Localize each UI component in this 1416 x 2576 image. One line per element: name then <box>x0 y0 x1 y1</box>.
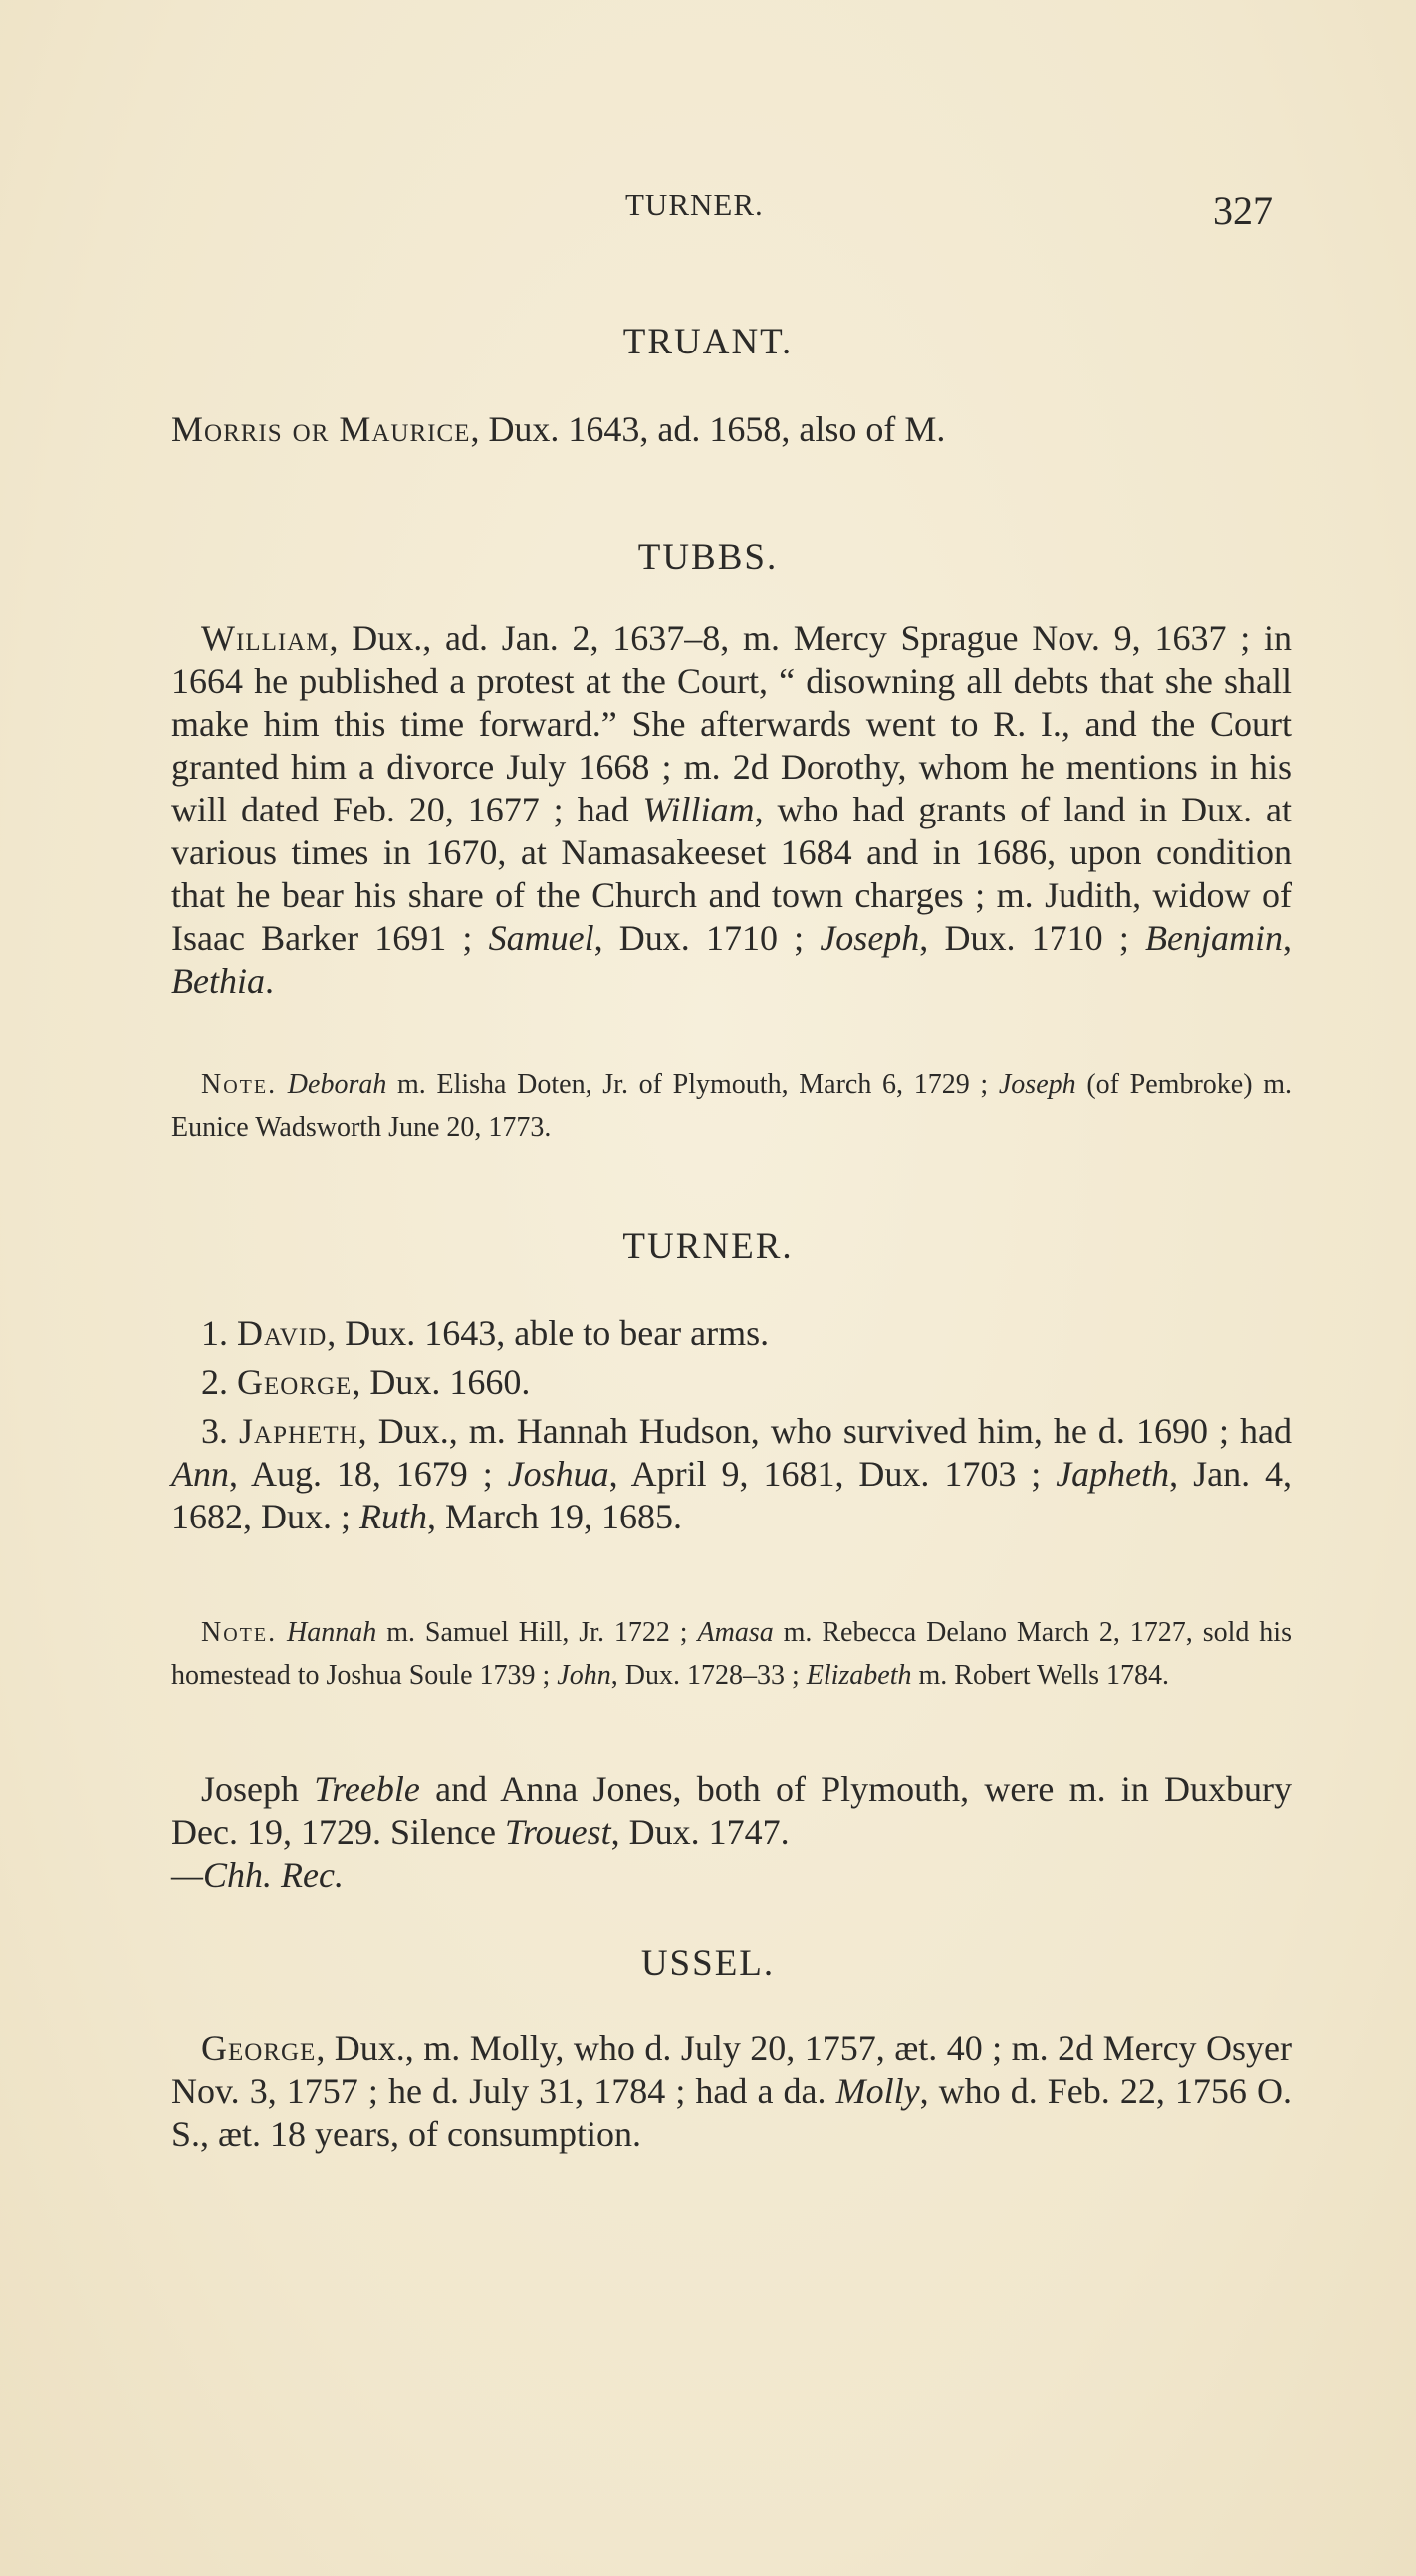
heading-ussel: USSEL. <box>640 1943 776 1984</box>
entry-ussel-george <box>171 2027 1292 2156</box>
entry-truant <box>171 408 1292 451</box>
note-text: , Dux. 1728–33 ; <box>610 1660 807 1691</box>
entry-turner-1 <box>171 1312 1292 1355</box>
child-name-molly: Molly <box>835 2071 920 2111</box>
surname-trouest: Trouest <box>504 1812 611 1852</box>
entry-number: 1. <box>201 1313 228 1353</box>
child-name-bethia: Bethia <box>171 961 265 1001</box>
entry-text: and Anna Jones, both of Plymouth, were m. in Duxbury Dec. 19, 1729. Silence <box>171 1769 1292 1852</box>
entries-turner <box>171 1312 1292 1544</box>
entry-text: , who had grants of land in Dux. at various times in 1670, at Namasakeeset 1684 and in 1686, upon condition that he bear his share of the Church and town charges ; m. Judith, widow of Isaac Barker 1691 ; <box>171 790 1293 958</box>
entry-text: , <box>1283 918 1293 958</box>
page-number: 327 <box>1213 188 1273 233</box>
entry-name-william: William <box>201 618 330 658</box>
running-head-title: TURNER. <box>625 187 764 222</box>
note-label: Note. <box>201 1069 278 1100</box>
entry-text: , Dux. 1643, able to bear arms. <box>327 1313 770 1353</box>
child-name-joseph: Joseph <box>820 918 920 958</box>
entry-name-david: David <box>237 1313 328 1353</box>
entry-text: , Dux. 1710 ; <box>593 918 821 958</box>
entry-text: , Dux. 1710 ; <box>919 918 1146 958</box>
note-tubbs <box>171 1063 1292 1149</box>
entry-name-japheth: Japheth <box>239 1411 358 1451</box>
entry-number: 3. <box>201 1411 228 1451</box>
entry-name-george: George <box>237 1362 353 1402</box>
source-citation: —Chh. Rec. <box>171 1855 344 1895</box>
child-name-samuel: Samuel <box>488 918 594 958</box>
entry-text: , Jan. 4, 1682, Dux. ; <box>171 1454 1293 1536</box>
heading-turner: TURNER. <box>622 1226 794 1267</box>
entry-number: 2. <box>201 1362 228 1402</box>
note-name-hannah: Hannah <box>287 1617 377 1648</box>
entry-text: , Dux., m. Molly, who d. July 20, 1757, æt. 40 ; m. 2d Mercy Osyer Nov. 3, 1757 ; he d. July 31, 1784 ; had a da. <box>171 2028 1292 2111</box>
child-name-ann: Ann <box>171 1454 229 1494</box>
note-name-deborah: Deborah <box>287 1069 387 1100</box>
entry-text: , Dux., m. Hannah Hudson, who survived him, he d. 1690 ; had <box>357 1411 1293 1451</box>
note-text: m. Elisha Doten, Jr. of Plymouth, March 6, 1729 ; <box>386 1069 999 1100</box>
entry-text: , Dux. 1660. <box>352 1362 531 1402</box>
surname-treeble: Treeble <box>314 1769 420 1809</box>
note-text: m. Rebecca Delano March 2, 1727, sold his homestead to Joshua Soule 1739 ; <box>171 1617 1292 1691</box>
note-text: m. Robert Wells 1784. <box>911 1660 1170 1691</box>
entry-treeble <box>171 1768 1292 1897</box>
note-name-amasa: Amasa <box>697 1617 774 1648</box>
note-text: (of Pembroke) m. Eunice Wadsworth June 20, 1773. <box>171 1069 1292 1143</box>
entry-text: , Aug. 18, 1679 ; <box>229 1454 508 1494</box>
entry-turner-2 <box>171 1361 1292 1404</box>
entry-text-morris: , Dux. 1643, ad. 1658, also of M. <box>470 409 946 449</box>
note-name-elizabeth: Elizabeth <box>806 1660 912 1691</box>
note-label: Note. <box>201 1617 278 1648</box>
entry-turner-3 <box>171 1410 1292 1538</box>
entry-text: , Dux. 1747. <box>610 1812 790 1852</box>
entry-text: , Dux., ad. Jan. 2, 1637–8, m. Mercy Sprague Nov. 9, 1637 ; in 1664 he published a protest at the Court, “ disowning all debts that she shall make him this time forward.” She afterwards went to R. I., and the Court granted him a divorce July 1668 ; m. 2d Dorothy, whom he mentions in his will dated Feb. 20, 1677 ; had <box>171 618 1292 829</box>
child-name-japheth: Japheth <box>1056 1454 1170 1494</box>
note-name-joseph: Joseph <box>998 1069 1076 1100</box>
entry-text: , April 9, 1681, Dux. 1703 ; <box>608 1454 1057 1494</box>
entry-text: . <box>264 961 274 1001</box>
entry-name-morris: Morris or Maurice <box>171 409 471 449</box>
entry-tubbs-william <box>171 617 1292 1003</box>
child-name-ruth: Ruth <box>359 1497 427 1536</box>
note-name-john: John <box>557 1660 611 1691</box>
note-turner <box>171 1611 1292 1697</box>
entry-text: , who d. Feb. 22, 1756 O. S., æt. 18 years, of consumption. <box>171 2071 1293 2154</box>
heading-tubbs: TUBBS. <box>637 537 779 578</box>
running-head <box>0 187 1416 233</box>
entry-name-george: George <box>201 2028 317 2068</box>
child-name-joshua: Joshua <box>507 1454 609 1494</box>
heading-truant: TRUANT. <box>622 322 794 362</box>
child-name-william: William <box>642 790 755 829</box>
entry-text: , March 19, 1685. <box>427 1497 682 1536</box>
child-name-benjamin: Benjamin <box>1145 918 1284 958</box>
entry-text: Joseph <box>201 1769 315 1809</box>
note-text: m. Samuel Hill, Jr. 1722 ; <box>376 1617 698 1648</box>
